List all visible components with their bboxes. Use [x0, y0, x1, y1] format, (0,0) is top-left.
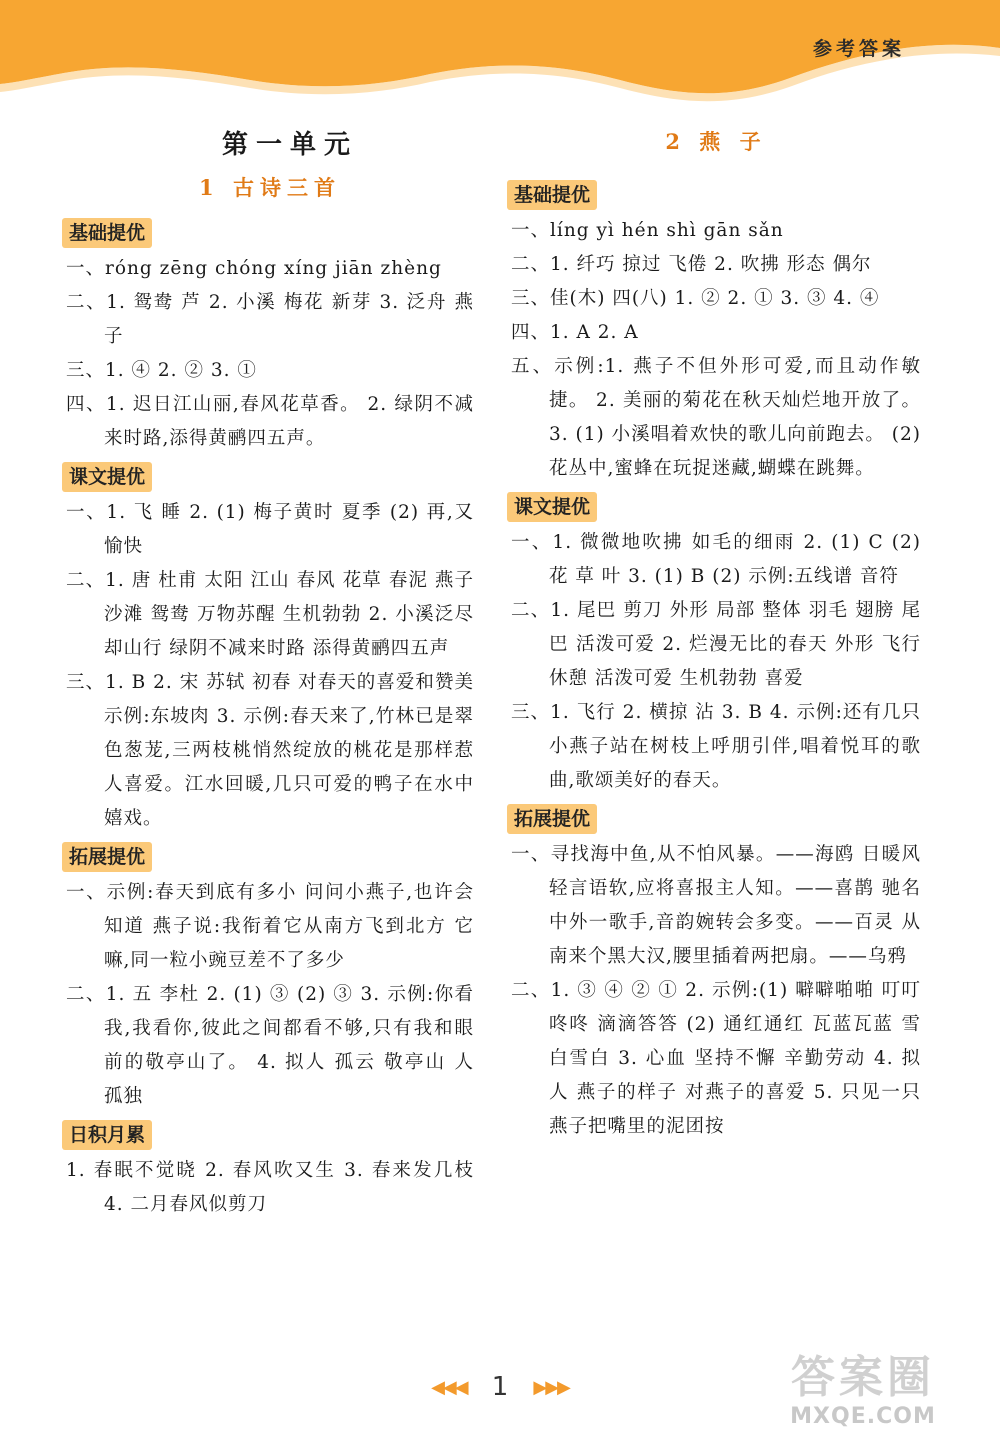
section-text — [66, 456, 474, 836]
section-basic — [66, 212, 474, 456]
answer-line: 三、佳(木) 四(八) 1. ② 2. ① 3. ③ 4. ④ — [511, 288, 880, 309]
answer-line: 二、1. ③ ④ ② ① 2. 示例:(1) 噼噼啪啪 叮叮咚咚 滴滴答答 (2) 通红通红 瓦蓝瓦蓝 雪白雪白 3. 心血 坚持不懈 辛勤劳动 4. 拟人 燕子的样子 对燕子的喜爱 5. 只见一只燕子把嘴里的泥团按 — [511, 980, 921, 1137]
answer-line: 五、示例:1. 燕子不但外形可爱,而且动作敏捷。 2. 美丽的菊花在秋天灿烂地开放了。 3. (1) 小溪唱着欢快的歌儿向前跑去。 (2) 花丛中,蜜蜂在玩捉迷藏,蝴蝶在跳舞。 — [511, 356, 921, 479]
answer-line: 二、1. 尾巴 剪刀 外形 局部 整体 羽毛 翅膀 尾巴 活泼可爱 2. 烂漫无比的春天 外形 飞行 休憩 活泼可爱 生机勃勃 喜爱 — [511, 600, 921, 689]
section-text — [511, 486, 921, 798]
answer-line: 二、1. 纤巧 掠过 飞倦 2. 吹拂 形态 偶尔 — [511, 254, 872, 275]
answer-line: 四、1. 迟日江山丽,春风花草香。 2. 绿阴不减来时路,添得黄鹂四五声。 — [66, 394, 474, 449]
answer-line: 四、1. A 2. A — [511, 322, 639, 343]
answer-line: 三、1. ④ 2. ② 3. ① — [66, 360, 257, 381]
section-tag: 课文提优 — [507, 492, 597, 522]
unit-title: 第一单元 — [221, 130, 358, 160]
answer-line: 三、1. 飞行 2. 横掠 沾 3. B 4. 示例:还有几只小燕子站在树枝上呼朋引伴,唱着悦耳的歌曲,歌颂美好的春天。 — [511, 702, 921, 791]
watermark — [748, 1352, 978, 1434]
prev-arrows-icon: ◀◀◀ — [431, 1376, 467, 1398]
answer-line: 一、1. 飞 睡 2. (1) 梅子黄时 夏季 (2) 再,又 愉快 — [66, 502, 474, 557]
answer-line: 二、1. 五 李杜 2. (1) ③ (2) ③ 3. 示例:你看我,我看你,彼此之间都看不够,只有我和眼前的敬亭山了。 4. 拟人 孤云 敬亭山 人 孤独 — [66, 984, 474, 1107]
lesson-title: 2 燕 子 — [665, 129, 767, 154]
section-extend — [66, 836, 474, 1114]
answer-line: 一、líng yì hén shì gān sǎn — [511, 220, 784, 241]
section-tag: 日积月累 — [62, 1120, 152, 1150]
answer-line: 二、1. 唐 杜甫 太阳 江山 春风 花草 春泥 燕子 沙滩 鸳鸯 万物苏醒 生机勃勃 2. 小溪泛尽却山行 绿阴不减来时路 添得黄鹂四五声 — [66, 570, 474, 659]
section-tag: 基础提优 — [507, 180, 597, 210]
section-tag: 拓展提优 — [62, 842, 152, 872]
answer-line: 1. 春眠不觉晓 2. 春风吹又生 3. 春来发几枝 4. 二月春风似剪刀 — [66, 1160, 474, 1215]
section-extend — [511, 798, 921, 1144]
watermark-url: MXQE.COM — [790, 1404, 936, 1429]
answer-line: 三、1. B 2. 宋 苏轼 初春 对春天的喜爱和赞美 示例:东坡肉 3. 示例:春天来了,竹林已是翠色葱茏,三两枝桃悄然绽放的桃花是那样惹人喜爱。江水回暖,几只可爱的鸭子在水中嬉戏。 — [66, 672, 474, 829]
section-basic — [511, 174, 921, 486]
answer-line: 一、róng zēng chóng xíng jiān zhèng — [66, 258, 442, 279]
watermark-logo: 答案圈 — [791, 1352, 935, 1403]
left-column — [66, 122, 474, 1222]
section-tag: 课文提优 — [62, 462, 152, 492]
answer-line: 二、1. 鸳鸯 芦 2. 小溪 梅花 新芽 3. 泛舟 燕子 — [66, 292, 474, 347]
header-label: 参考答案 — [812, 38, 905, 60]
answer-line: 一、寻找海中鱼,从不怕风暴。——海鸥 日暖风轻言语软,应将喜报主人知。——喜鹊 驰名中外一歌手,音韵婉转会多变。——百灵 从南来个黑大汉,腰里插着两把扇。——乌鸦 — [511, 844, 921, 967]
next-arrows-icon: ▶▶▶ — [533, 1376, 569, 1398]
right-column — [511, 122, 921, 1144]
lesson-title: 1 古诗三首 — [199, 175, 341, 200]
section-tag: 基础提优 — [62, 218, 152, 248]
answer-line: 一、示例:春天到底有多小 问问小燕子,也许会知道 燕子说:我衔着它从南方飞到北方 它嘛,同一粒小豌豆差不了多少 — [66, 882, 474, 971]
page-number: 1 — [491, 1372, 509, 1402]
answer-line: 一、1. 微微地吹拂 如毛的细雨 2. (1) C (2) 花 草 叶 3. (1) B (2) 示例:五线谱 音符 — [511, 532, 921, 587]
section-tag: 拓展提优 — [507, 804, 597, 834]
section-daily — [66, 1114, 474, 1222]
